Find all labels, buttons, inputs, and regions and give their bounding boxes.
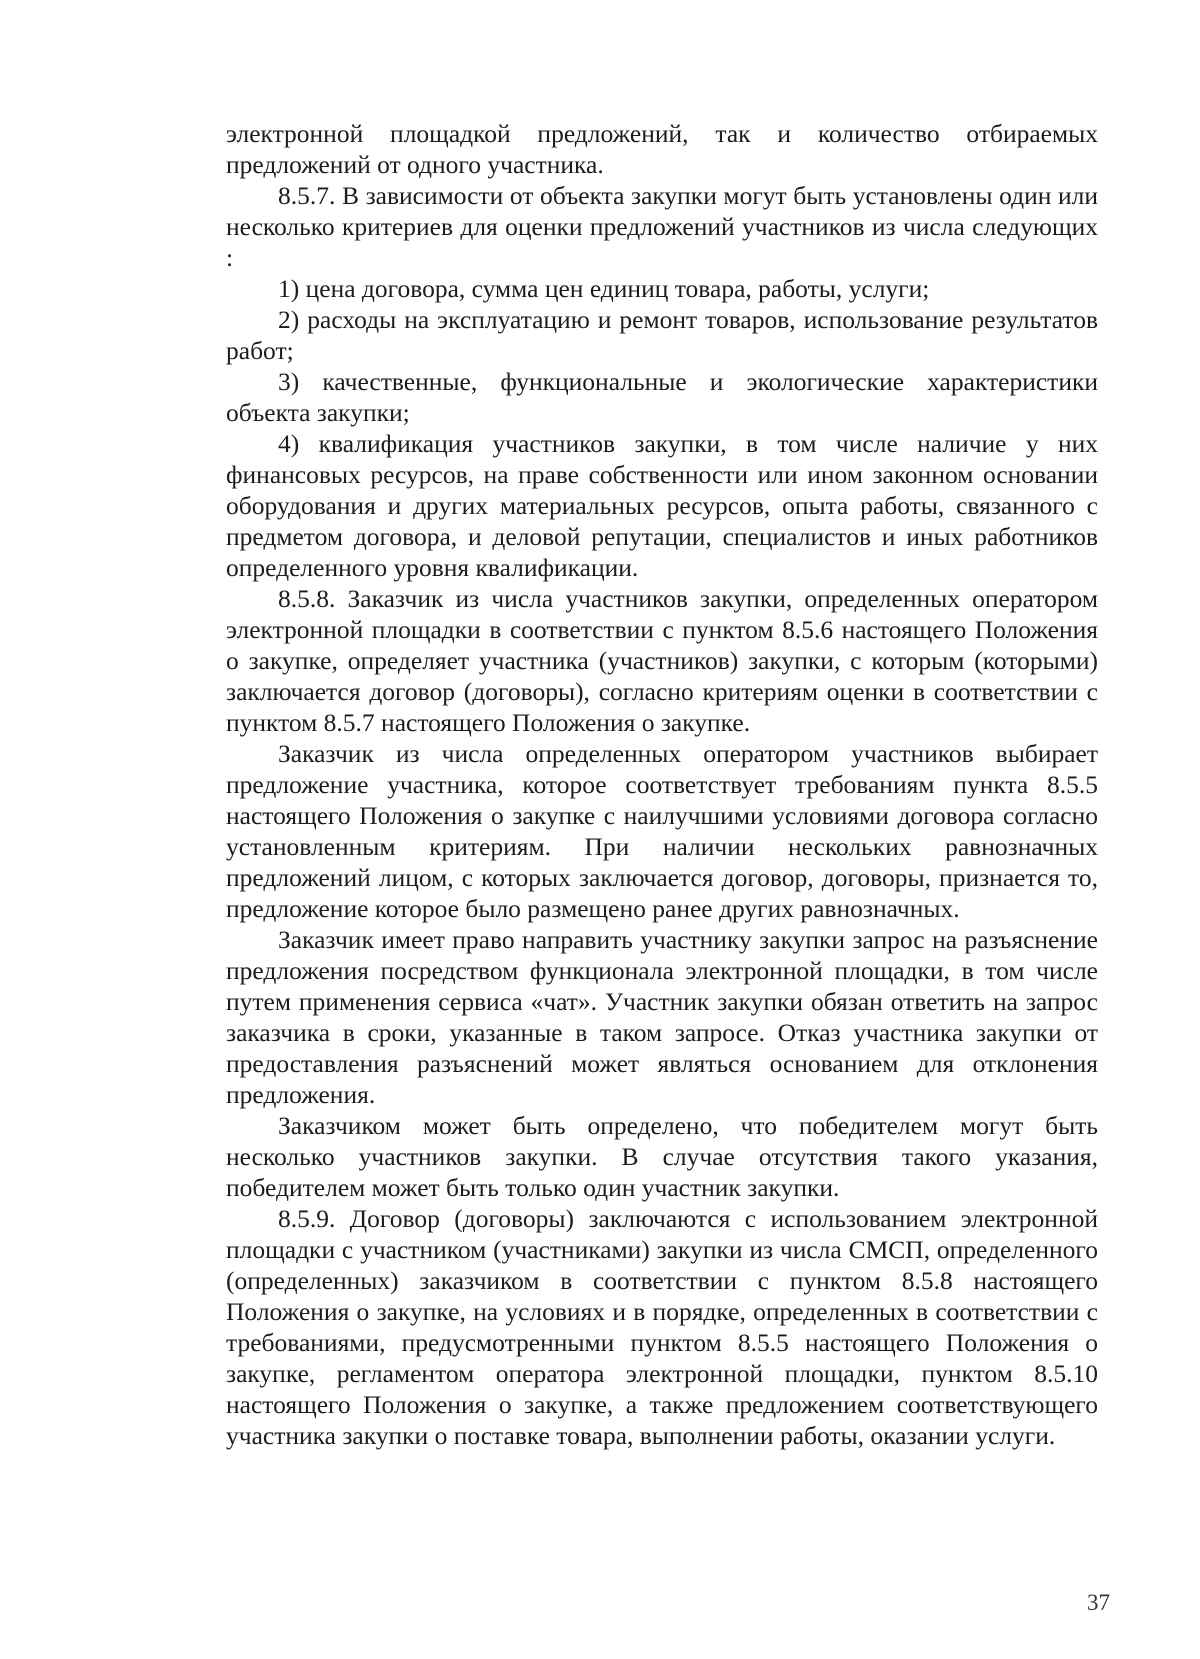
- paragraph-multiple-winners: Заказчиком может быть определено, что победителем могут быть несколько участников закупки. В случае отсутствия такого указания, победителем может быть только один участник закупки.: [226, 1111, 1098, 1202]
- page-number: 37: [1087, 1590, 1110, 1615]
- criterion-4: 4) квалификация участников закупки, в том числе наличие у них финансовых ресурсов, на праве собственности или ином законном основании оборудования и других материальных ресурсов, опыта работы, связанного с предметом договора, и деловой репутации, специалистов и иных работников определенного уровня квалификации.: [226, 429, 1098, 582]
- paragraph-8-5-8: 8.5.8. Заказчик из числа участников закупки, определенных оператором электронной площадки в соответствии с пунктом 8.5.6 настоящего Положения о закупке, определяет участника (участников) закупки, с которым (которыми) заключается договор (договоры), согласно критериям оценки в соответствии с пунктом 8.5.7 настоящего Положения о закупке.: [226, 584, 1098, 737]
- criterion-1: 1) цена договора, сумма цен единиц товара, работы, услуги;: [278, 274, 930, 303]
- criterion-3: 3) качественные, функциональные и экологические характеристики объекта закупки;: [226, 367, 1098, 427]
- paragraph-customer-selection: Заказчик из числа определенных оператором участников выбирает предложение участника, которое соответствует требованиям пункта 8.5.5 настоящего Положения о закупке с наилучшими условиями договора согласно установленным критериям. При наличии нескольких равнозначных предложений лицом, с которых заключается договор, договоры, признается то, предложение которое было размещено ранее других равнозначных.: [226, 739, 1098, 923]
- paragraph-clarification-request: Заказчик имеет право направить участнику закупки запрос на разъяснение предложения посредством функционала электронной площадки, в том числе путем применения сервиса «чат». Участник закупки обязан ответить на запрос заказчика в сроки, указанные в таком запросе. Отказ участника закупки от предоставления разъяснений может являться основанием для отклонения предложения.: [226, 925, 1098, 1109]
- paragraph-8-5-9: 8.5.9. Договор (договоры) заключаются с использованием электронной площадки с участником (участниками) закупки из числа СМСП, определенного (определенных) заказчиком в соответствии с пунктом 8.5.8 настоящего Положения о закупке, на условиях и в порядке, определенных в соответствии с требованиями, предусмотренными пунктом 8.5.5 настоящего Положения о закупке, регламентом оператора электронной площадки, пунктом 8.5.10 настоящего Положения о закупке, а также предложением соответствующего участника закупки о поставке товара, выполнении работы, оказании услуги.: [226, 1204, 1098, 1450]
- paragraph-8-5-7: 8.5.7. В зависимости от объекта закупки могут быть установлены один или несколько критериев для оценки предложений участников из числа следующих :: [226, 181, 1098, 272]
- body-text: [226, 118, 1098, 1451]
- paragraph-continuation: электронной площадкой предложений, так и количество отбираемых предложений от одного участника.: [226, 119, 1098, 179]
- criterion-2: 2) расходы на эксплуатацию и ремонт товаров, использование результатов работ;: [226, 305, 1098, 365]
